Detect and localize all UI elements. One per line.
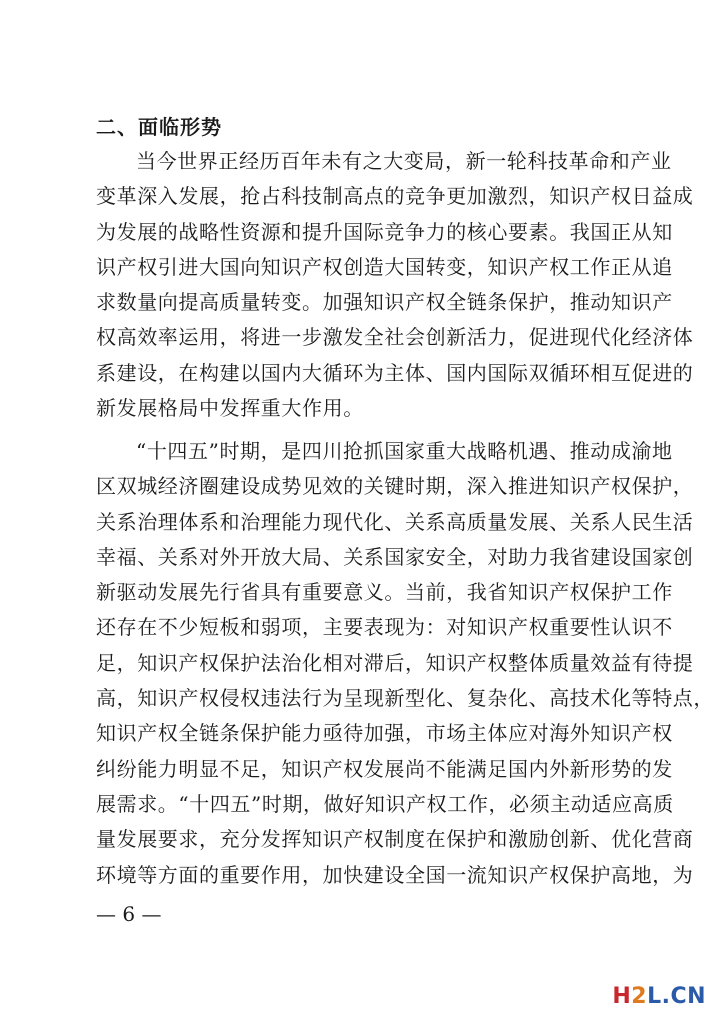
- section-heading: 二、面临形势: [96, 115, 222, 139]
- paragraph-line: 变革深入发展，抢占科技制高点的竞争更加激烈，知识产权日益成: [96, 184, 694, 209]
- paragraph-line: 量发展要求，充分发挥知识产权制度在保护和激励创新、优化营商: [96, 827, 694, 852]
- watermark-part: L.CN: [647, 984, 706, 1009]
- paragraph-line: 当今世界正经历百年未有之大变局，新一轮科技革命和产业: [136, 149, 672, 173]
- paragraph-line: 知识产权全链条保护能力亟待加强，市场主体应对海外知识产权: [96, 721, 673, 746]
- page-number: — 6 —: [96, 902, 162, 926]
- paragraph-1: [96, 144, 694, 426]
- paragraph-line: 求数量向提高质量转变。加强知识产权全链条保护，推动知识产: [96, 290, 673, 315]
- paragraph-line: 识产权引进大国向知识产权创造大国转变，知识产权工作正从追: [96, 254, 673, 279]
- paragraph-line: 纠纷能力明显不足，知识产权发展尚不能满足国内外新形势的发: [96, 756, 673, 781]
- watermark-part: H: [612, 984, 632, 1009]
- paragraph-line: 系建设，在构建以国内大循环为主体、国内国际双循环相互促进的: [96, 360, 694, 385]
- paragraph-line: 足，知识产权保护法治化相对滞后，知识产权整体质量效益有待提: [96, 650, 694, 675]
- paragraph-line: 新发展格局中发挥重大作用。: [96, 396, 364, 421]
- paragraph-line: 区双城经济圈建设成势见效的关键时期，深入推进知识产权保护，: [96, 474, 694, 499]
- paragraph-line: “十四五”时期，是四川抢抓国家重大战略机遇、推动成渝地: [136, 439, 673, 463]
- paragraph-2: [96, 434, 714, 893]
- paragraph-line: 环境等方面的重要作用，加快建设全国一流知识产权保护高地，为: [96, 862, 694, 887]
- paragraph-line: 还存在不少短板和弱项，主要表现为：对知识产权重要性认识不: [96, 615, 673, 640]
- paragraph-line: 新驱动发展先行省具有重要意义。当前，我省知识产权保护工作: [96, 580, 673, 605]
- paragraph-line: 为发展的战略性资源和提升国际竞争力的核心要素。我国正从知: [96, 219, 673, 244]
- paragraph-line: 关系治理体系和治理能力现代化、关系高质量发展、关系人民生活: [96, 509, 694, 534]
- paragraph-line: 展需求。“十四五”时期，做好知识产权工作，必须主动适应高质: [96, 791, 674, 816]
- paragraph-line: 幸福、关系对外开放大局、关系国家安全，对助力我省建设国家创: [96, 544, 694, 569]
- watermark-logo: [612, 984, 706, 1010]
- watermark-part: 2: [631, 984, 648, 1009]
- paragraph-line: 权高效率运用，将进一步激发全社会创新活力，促进现代化经济体: [96, 325, 694, 350]
- paragraph-line: 高，知识产权侵权违法行为呈现新型化、复杂化、高技术化等特点，: [96, 686, 714, 711]
